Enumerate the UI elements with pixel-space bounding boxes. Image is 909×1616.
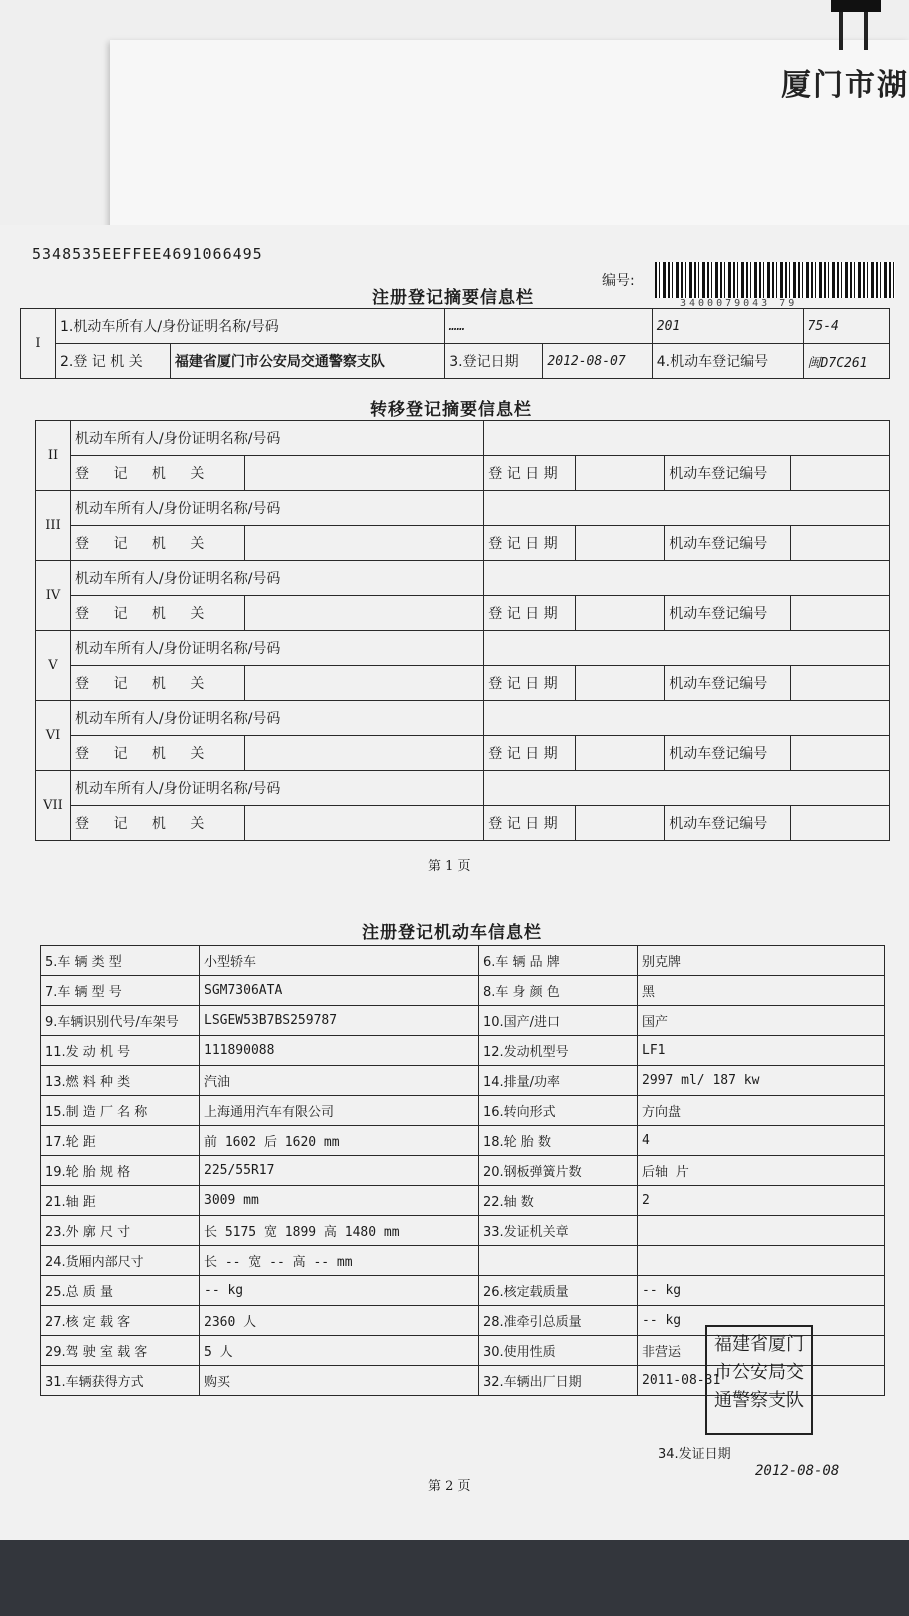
barcode-number: 3400079043 79: [680, 298, 798, 309]
transfer-owner-label: 机动车所有人/身份证明名称/号码: [71, 631, 484, 666]
vehicle-field-value: 225/55R17: [200, 1156, 479, 1186]
regno-value: 闽D7C261: [803, 344, 889, 379]
vehicle-field-label: 15.制 造 厂 名 称: [41, 1096, 200, 1126]
transfer-authority-value: [245, 526, 484, 561]
vehicle-field-value-2: 2011-08-31: [638, 1366, 885, 1396]
vehicle-field-label: 9.车辆识别代号/车架号: [41, 1006, 200, 1036]
vehicle-field-label: 25.总 质 量: [41, 1276, 200, 1306]
vehicle-field-value: LSGEW53B7BS259787: [200, 1006, 479, 1036]
vehicle-field-label-2: 26.核定载质量: [479, 1276, 638, 1306]
vehicle-field-value-2: 后轴 片: [638, 1156, 885, 1186]
transfer-date-label: 登 记 日 期: [484, 806, 576, 841]
vehicle-field-value-2: 别克牌: [638, 946, 885, 976]
vehicle-field-label-2: 12.发动机型号: [479, 1036, 638, 1066]
transfer-date-label: 登 记 日 期: [484, 526, 576, 561]
transfer-owner-label: 机动车所有人/身份证明名称/号码: [71, 701, 484, 736]
transfer-date-label: 登 记 日 期: [484, 736, 576, 771]
transfer-authority-value: [245, 456, 484, 491]
issue-date-label: 34.发证日期: [658, 1447, 731, 1462]
owner-extra-2: 75-4: [803, 309, 889, 344]
vehicle-field-value: 3009 mm: [200, 1186, 479, 1216]
transfer-date-value: [576, 666, 665, 701]
issue-date-value: 2012-08-08: [755, 1463, 840, 1479]
vehicle-field-label: 7.车 辆 型 号: [41, 976, 200, 1006]
vehicle-field-label: 29.驾 驶 室 载 客: [41, 1336, 200, 1366]
vehicle-field-value-2: 国产: [638, 1006, 885, 1036]
vehicle-field-label: 19.轮 胎 规 格: [41, 1156, 200, 1186]
transfer-owner-value: [484, 771, 890, 806]
transfer-owner-value: [484, 701, 890, 736]
transfer-owner-value: [484, 631, 890, 666]
transfer-regno-label: 机动车登记编号: [665, 666, 791, 701]
vehicle-field-value: SGM7306ATA: [200, 976, 479, 1006]
vehicle-field-label-2: 22.轴 数: [479, 1186, 638, 1216]
transfer-authority-label: 登 记 机 关: [71, 806, 245, 841]
vehicle-field-value-2: 方向盘: [638, 1096, 885, 1126]
vehicle-field-value-2: LF1: [638, 1036, 885, 1066]
transfer-regno-value: [791, 736, 890, 771]
transfer-regno-label: 机动车登记编号: [665, 526, 791, 561]
vehicle-field-label: 11.发 动 机 号: [41, 1036, 200, 1066]
transfer-authority-value: [245, 666, 484, 701]
transfer-date-value: [576, 736, 665, 771]
section1-title: 注册登记摘要信息栏: [372, 288, 534, 308]
transfer-authority-label: 登 记 机 关: [71, 526, 245, 561]
vehicle-field-value: 2360 人: [200, 1306, 479, 1336]
vehicle-field-value-2: -- kg: [638, 1276, 885, 1306]
transfer-date-value: [576, 456, 665, 491]
owner-label: 1.机动车所有人/身份证明名称/号码: [56, 309, 445, 344]
section2-title: 转移登记摘要信息栏: [370, 400, 532, 420]
vehicle-field-label-2: 16.转向形式: [479, 1096, 638, 1126]
vehicle-field-value-2: 黑: [638, 976, 885, 1006]
transfer-owner-value: [484, 561, 890, 596]
vehicle-field-label-2: 28.准牵引总质量: [479, 1306, 638, 1336]
section1-roman: I: [21, 309, 56, 379]
vehicle-field-label-2: 6.车 辆 品 牌: [479, 946, 638, 976]
vehicle-field-label: 21.轴 距: [41, 1186, 200, 1216]
vehicle-field-label-2: 8.车 身 颜 色: [479, 976, 638, 1006]
transfer-owner-label: 机动车所有人/身份证明名称/号码: [71, 561, 484, 596]
transfer-regno-value: [791, 526, 890, 561]
vehicle-field-label: 17.轮 距: [41, 1126, 200, 1156]
vehicle-field-label: 5.车 辆 类 型: [41, 946, 200, 976]
transfer-authority-value: [245, 736, 484, 771]
regno-label: 4.机动车登记编号: [652, 344, 803, 379]
background-page-title: 厦门市湖: [781, 68, 909, 103]
transfer-regno-value: [791, 806, 890, 841]
vehicle-field-value-2: -- kg: [638, 1306, 885, 1336]
transfer-owner-value: [484, 421, 890, 456]
transfer-authority-label: 登 记 机 关: [71, 596, 245, 631]
vehicle-field-value-2: 4: [638, 1126, 885, 1156]
transfer-regno-value: [791, 596, 890, 631]
transfer-regno-value: [791, 666, 890, 701]
transfer-roman: II: [36, 421, 71, 491]
transfer-authority-value: [245, 806, 484, 841]
transfer-date-value: [576, 806, 665, 841]
transfer-authority-value: [245, 596, 484, 631]
vehicle-field-label-2: 18.轮 胎 数: [479, 1126, 638, 1156]
authority-value: 福建省厦门市公安局交通警察支队: [170, 344, 444, 379]
page-number-1: 第 1 页: [428, 859, 471, 874]
transfer-date-label: 登 记 日 期: [484, 596, 576, 631]
vehicle-field-value: 长 -- 宽 -- 高 -- mm: [200, 1246, 479, 1276]
transfer-date-value: [576, 596, 665, 631]
transfer-regno-value: [791, 456, 890, 491]
vehicle-field-label: 23.外 廓 尺 寸: [41, 1216, 200, 1246]
vehicle-field-label-2: 32.车辆出厂日期: [479, 1366, 638, 1396]
transfer-regno-label: 机动车登记编号: [665, 456, 791, 491]
transfer-regno-label: 机动车登记编号: [665, 596, 791, 631]
vehicle-field-label: 13.燃 料 种 类: [41, 1066, 200, 1096]
transfer-regno-label: 机动车登记编号: [665, 736, 791, 771]
transfer-authority-label: 登 记 机 关: [71, 666, 245, 701]
vehicle-field-value-2: 非营运: [638, 1336, 885, 1366]
date-value: 2012-08-07: [543, 344, 652, 379]
transfer-authority-label: 登 记 机 关: [71, 736, 245, 771]
vehicle-field-value-2: 2: [638, 1186, 885, 1216]
vehicle-field-label: 27.核 定 载 客: [41, 1306, 200, 1336]
vehicle-field-value: 前 1602 后 1620 mm: [200, 1126, 479, 1156]
transfer-date-label: 登 记 日 期: [484, 456, 576, 491]
transfer-roman: V: [36, 631, 71, 701]
vehicle-field-label-2: 20.钢板弹簧片数: [479, 1156, 638, 1186]
authority-label: 2.登 记 机 关: [56, 344, 171, 379]
transfer-owner-value: [484, 491, 890, 526]
transfer-regno-label: 机动车登记编号: [665, 806, 791, 841]
vehicle-field-value-2: 2997 ml/ 187 kw: [638, 1066, 885, 1096]
transfer-date-label: 登 记 日 期: [484, 666, 576, 701]
vehicle-field-value-2: [638, 1246, 885, 1276]
transfer-date-value: [576, 526, 665, 561]
date-label: 3.登记日期: [445, 344, 543, 379]
transfer-authority-label: 登 记 机 关: [71, 456, 245, 491]
section2-table: [35, 420, 890, 841]
vehicle-field-value: -- kg: [200, 1276, 479, 1306]
owner-value: ……: [445, 309, 653, 344]
page-number-2: 第 2 页: [428, 1479, 471, 1494]
transfer-roman: VI: [36, 701, 71, 771]
vehicle-field-value: 汽油: [200, 1066, 479, 1096]
vehicle-field-label-2: 14.排量/功率: [479, 1066, 638, 1096]
issuing-authority-stamp: 福建省厦门市公安局交通警察支队: [705, 1325, 813, 1435]
table-surface: [0, 1540, 909, 1616]
section3-title: 注册登记机动车信息栏: [362, 923, 542, 943]
transfer-roman: IV: [36, 561, 71, 631]
transfer-owner-label: 机动车所有人/身份证明名称/号码: [71, 421, 484, 456]
vehicle-field-value: 111890088: [200, 1036, 479, 1066]
vehicle-field-value: 5 人: [200, 1336, 479, 1366]
binder-clip-icon: [821, 0, 891, 55]
owner-extra: 201: [652, 309, 803, 344]
transfer-owner-label: 机动车所有人/身份证明名称/号码: [71, 771, 484, 806]
vehicle-field-value: 长 5175 宽 1899 高 1480 mm: [200, 1216, 479, 1246]
vehicle-field-label: 24.货厢内部尺寸: [41, 1246, 200, 1276]
number-label: 编号:: [602, 273, 635, 289]
vehicle-field-value: 购买: [200, 1366, 479, 1396]
transfer-roman: VII: [36, 771, 71, 841]
vehicle-field-value-2: [638, 1216, 885, 1246]
section1-table: [20, 308, 890, 379]
serial-number: 5348535EEFFEE4691066495: [32, 245, 263, 263]
vehicle-field-label: 31.车辆获得方式: [41, 1366, 200, 1396]
vehicle-field-label-2: [479, 1246, 638, 1276]
transfer-owner-label: 机动车所有人/身份证明名称/号码: [71, 491, 484, 526]
vehicle-field-label-2: 33.发证机关章: [479, 1216, 638, 1246]
vehicle-field-value: 上海通用汽车有限公司: [200, 1096, 479, 1126]
vehicle-field-label-2: 10.国产/进口: [479, 1006, 638, 1036]
vehicle-field-label-2: 30.使用性质: [479, 1336, 638, 1366]
transfer-roman: III: [36, 491, 71, 561]
vehicle-field-value: 小型轿车: [200, 946, 479, 976]
barcode: [655, 262, 895, 298]
